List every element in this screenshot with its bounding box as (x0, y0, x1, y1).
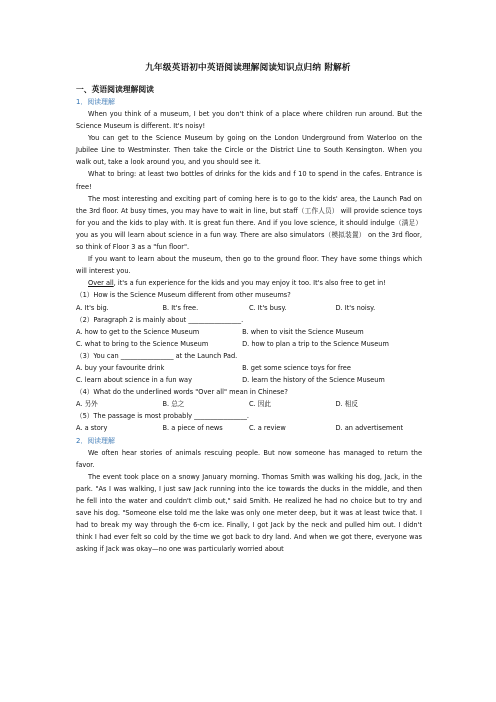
item1-para-4: The most interesting and exciting part of coming here is to go to the kids' area, the Launch Pad on the 3rd floor. At busy times, you may have to wait in line, but staff（工作人员） will provide science toys for you and the kids to play with. It is great fun there. And if you love science, it should indulge（满足） you as you will learn about science in a fun way. There are also simulators（模拟装置） on the 3rd floor, so think of Floor 3 as a "fun floor". (76, 194, 422, 252)
question-3: （3）You can ________________ at the Launch Pad. (76, 351, 238, 360)
question-5-options (76, 422, 422, 434)
question-3-options-row2 (76, 374, 422, 386)
option-b[interactable]: B. get some science toys for free (242, 363, 351, 372)
question-1-options (76, 302, 422, 314)
page-title: 九年级英语初中英语阅读理解阅读知识点归纳 附解析 (145, 63, 351, 73)
option-a[interactable]: A. 另外 (76, 400, 98, 409)
item2-para-1: We often hear stories of animals rescuing people. But now someone has managed to return the favor. (76, 448, 422, 469)
item1-para-2: You can get to the Science Museum by going on the London Underground from Waterloo on the Jubilee Line to Westminster. Then take the Circle or the District Line to South Kensington. When you walk out, take a look around you, and you should see it. (76, 134, 422, 167)
option-c[interactable]: C. learn about science in a fun way (76, 376, 192, 385)
question-2: （2）Paragraph 2 is mainly about ________________. (76, 315, 244, 324)
question-5: （5）The passage is most probably ________________. (76, 412, 250, 421)
section-heading: 一、英语阅读理解阅读 (76, 85, 154, 94)
option-a[interactable]: A. buy your favourite drink (76, 363, 165, 372)
item1-para-6 (76, 277, 422, 289)
item1-para-3: What to bring: at least two bottles of drinks for the kids and f 10 to spend in the cafes. Entrance is free! (76, 170, 422, 191)
option-b[interactable]: B. 总之 (162, 400, 185, 409)
option-b[interactable]: B. when to visit the Science Museum (242, 327, 364, 336)
option-c[interactable]: C. what to bring to the Science Museum (76, 339, 209, 348)
question-2-options-row1 (76, 326, 422, 338)
option-c[interactable]: C. a review (249, 424, 286, 433)
option-d[interactable]: D. how to plan a trip to the Science Museum (242, 339, 389, 348)
option-d[interactable]: D. learn the history of the Science Museum (242, 376, 385, 385)
option-a[interactable]: A. how to get to the Science Museum (76, 327, 200, 336)
underlined-words: Over all (88, 279, 114, 288)
option-b[interactable]: B. a piece of news (162, 424, 223, 433)
item1-para-5: If you want to learn about the museum, then go to the ground floor. They have some things which will interest you. (76, 255, 422, 276)
question-3-options-row1 (76, 362, 422, 374)
item1-heading: 1．阅读理解 (76, 98, 115, 106)
option-b[interactable]: B. It's free. (162, 303, 199, 312)
question-1: （1）How is the Science Museum different from other museums? (76, 291, 291, 300)
document-body (76, 84, 422, 555)
option-d[interactable]: D. an advertisement (335, 424, 404, 433)
question-4-options (76, 398, 422, 410)
item2-para-2: The event took place on a snowy January morning. Thomas Smith was walking his dog, Jack, in the park. "As I was walking, I just saw Jack running into the ice towards the ducks in the middle, and then he fell into the water and couldn't climb out," said Smith. He realized he had no choice but to try and save his dog. "Someone else told me the lake was only one meter deep, but it was at least twice that. I had to break my way through the 6-cm ice. Finally, I got Jack by the neck and pulled him out. I didn't think I had ever felt so cold by the time we got back to dry land. And when we got there, everyone was asking if Jack was okay—no one was particularly worried about (76, 472, 422, 554)
item2-heading: 2．阅读理解 (76, 436, 115, 445)
item1-para-6-text: , it's a fun experience for the kids and you may enjoy it too. It's also free to get in! (113, 279, 386, 288)
option-c[interactable]: C. It's busy. (249, 303, 287, 312)
question-4: （4）What do the underlined words "Over all" mean in Chinese? (76, 388, 288, 397)
option-c[interactable]: C. 因此 (249, 400, 271, 409)
option-d[interactable]: D. It's noisy. (335, 303, 376, 312)
option-a[interactable]: A. a story (76, 424, 108, 433)
item1-para-1: When you think of a museum, I bet you don't think of a place where children run around. But the Science Museum is different. It's noisy! (76, 110, 422, 131)
question-2-options-row2 (76, 338, 422, 350)
option-a[interactable]: A. It's big. (76, 303, 109, 312)
option-d[interactable]: D. 相反 (335, 400, 358, 409)
